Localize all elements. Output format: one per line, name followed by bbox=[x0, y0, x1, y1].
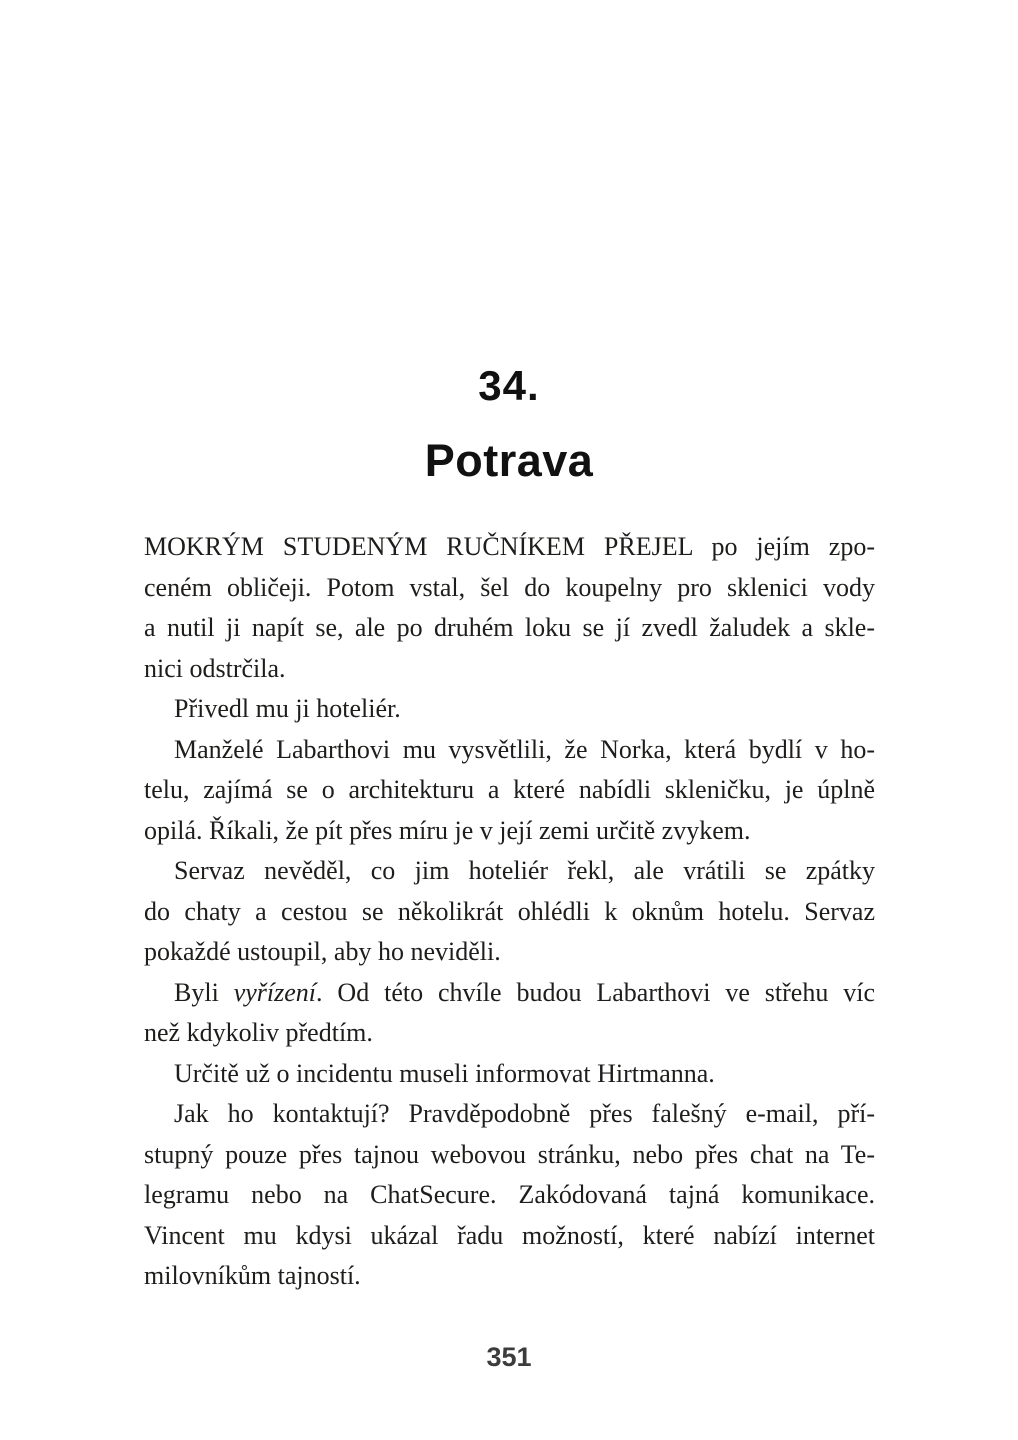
text-segment: Jak ho kontaktují? Pravděpodobně přes falešný e-mail, pří- bbox=[174, 1099, 875, 1128]
text-segment: do chaty a cestou se několikrát ohlédli k oknům hotelu. Servaz bbox=[144, 896, 875, 926]
text-line bbox=[144, 851, 875, 892]
page-number: 351 bbox=[486, 1342, 532, 1372]
text-segment: legramu nebo na ChatSecure. Zakódovaná tajná komunikace. bbox=[144, 1180, 875, 1209]
text-line bbox=[144, 1013, 875, 1054]
text-segment: telu, zajímá se o architekturu a které nabídli skleničku, je úplně bbox=[144, 775, 875, 804]
text-line bbox=[144, 730, 875, 771]
text-segment: pokaždé ustoupil, aby ho neviděli. bbox=[144, 937, 501, 966]
text-line bbox=[144, 932, 875, 973]
text-line bbox=[144, 1256, 875, 1297]
text-line bbox=[144, 608, 875, 649]
text-segment: Přivedl mu ji hoteliér. bbox=[174, 694, 401, 723]
text-line bbox=[144, 1216, 875, 1257]
text-line bbox=[144, 1175, 875, 1216]
text-line bbox=[144, 1054, 875, 1095]
text-line bbox=[144, 1135, 875, 1176]
text-segment: . Od této chvíle budou Labarthovi ve střehu víc bbox=[316, 977, 875, 1007]
text-segment: stupný pouze přes tajnou webovou stránku, nebo přes chat na Te- bbox=[144, 1139, 875, 1169]
body-text bbox=[144, 527, 875, 1297]
text-line bbox=[144, 892, 875, 933]
text-line bbox=[144, 689, 875, 730]
text-segment: a nutil ji napít se, ale po druhém loku se jí zvedl žaludek a skle- bbox=[144, 613, 875, 642]
text-segment: nici odstrčila. bbox=[144, 653, 286, 683]
text-line bbox=[144, 568, 875, 609]
text-segment: než kdykoliv předtím. bbox=[144, 1018, 373, 1047]
text-line bbox=[144, 770, 875, 811]
text-segment: Manželé Labarthovi mu vysvětlili, že Norka, která bydlí v ho- bbox=[174, 734, 875, 764]
text-segment: milovníkům tajností. bbox=[144, 1261, 361, 1290]
text-line bbox=[144, 649, 875, 690]
text-segment: Vincent mu kdysi ukázal řadu možností, které nabízí internet bbox=[144, 1220, 875, 1250]
chapter-title: Potrava bbox=[424, 435, 594, 486]
text-segment: ceném obličeji. Potom vstal, šel do koupelny pro sklenici vody bbox=[144, 572, 875, 602]
text-segment-italic: vyřízení bbox=[233, 977, 317, 1007]
text-segment: Byli bbox=[174, 977, 234, 1007]
text-segment: opilá. Říkali, že pít přes míru je v její zemi určitě zvykem. bbox=[144, 815, 751, 845]
text-segment: Servaz nevěděl, co jim hoteliér řekl, ale vrátili se zpátky bbox=[174, 856, 875, 885]
text-line bbox=[144, 973, 875, 1014]
text-line bbox=[144, 1094, 875, 1135]
chapter-number: 34. bbox=[478, 362, 540, 409]
text-segment: Určitě už o incidentu museli informovat Hirtmanna. bbox=[174, 1058, 715, 1088]
text-segment: MOKRÝM STUDENÝM RUČNÍKEM PŘEJEL po jejím zpo- bbox=[144, 532, 875, 561]
text-line bbox=[144, 527, 875, 568]
text-line bbox=[144, 811, 875, 852]
